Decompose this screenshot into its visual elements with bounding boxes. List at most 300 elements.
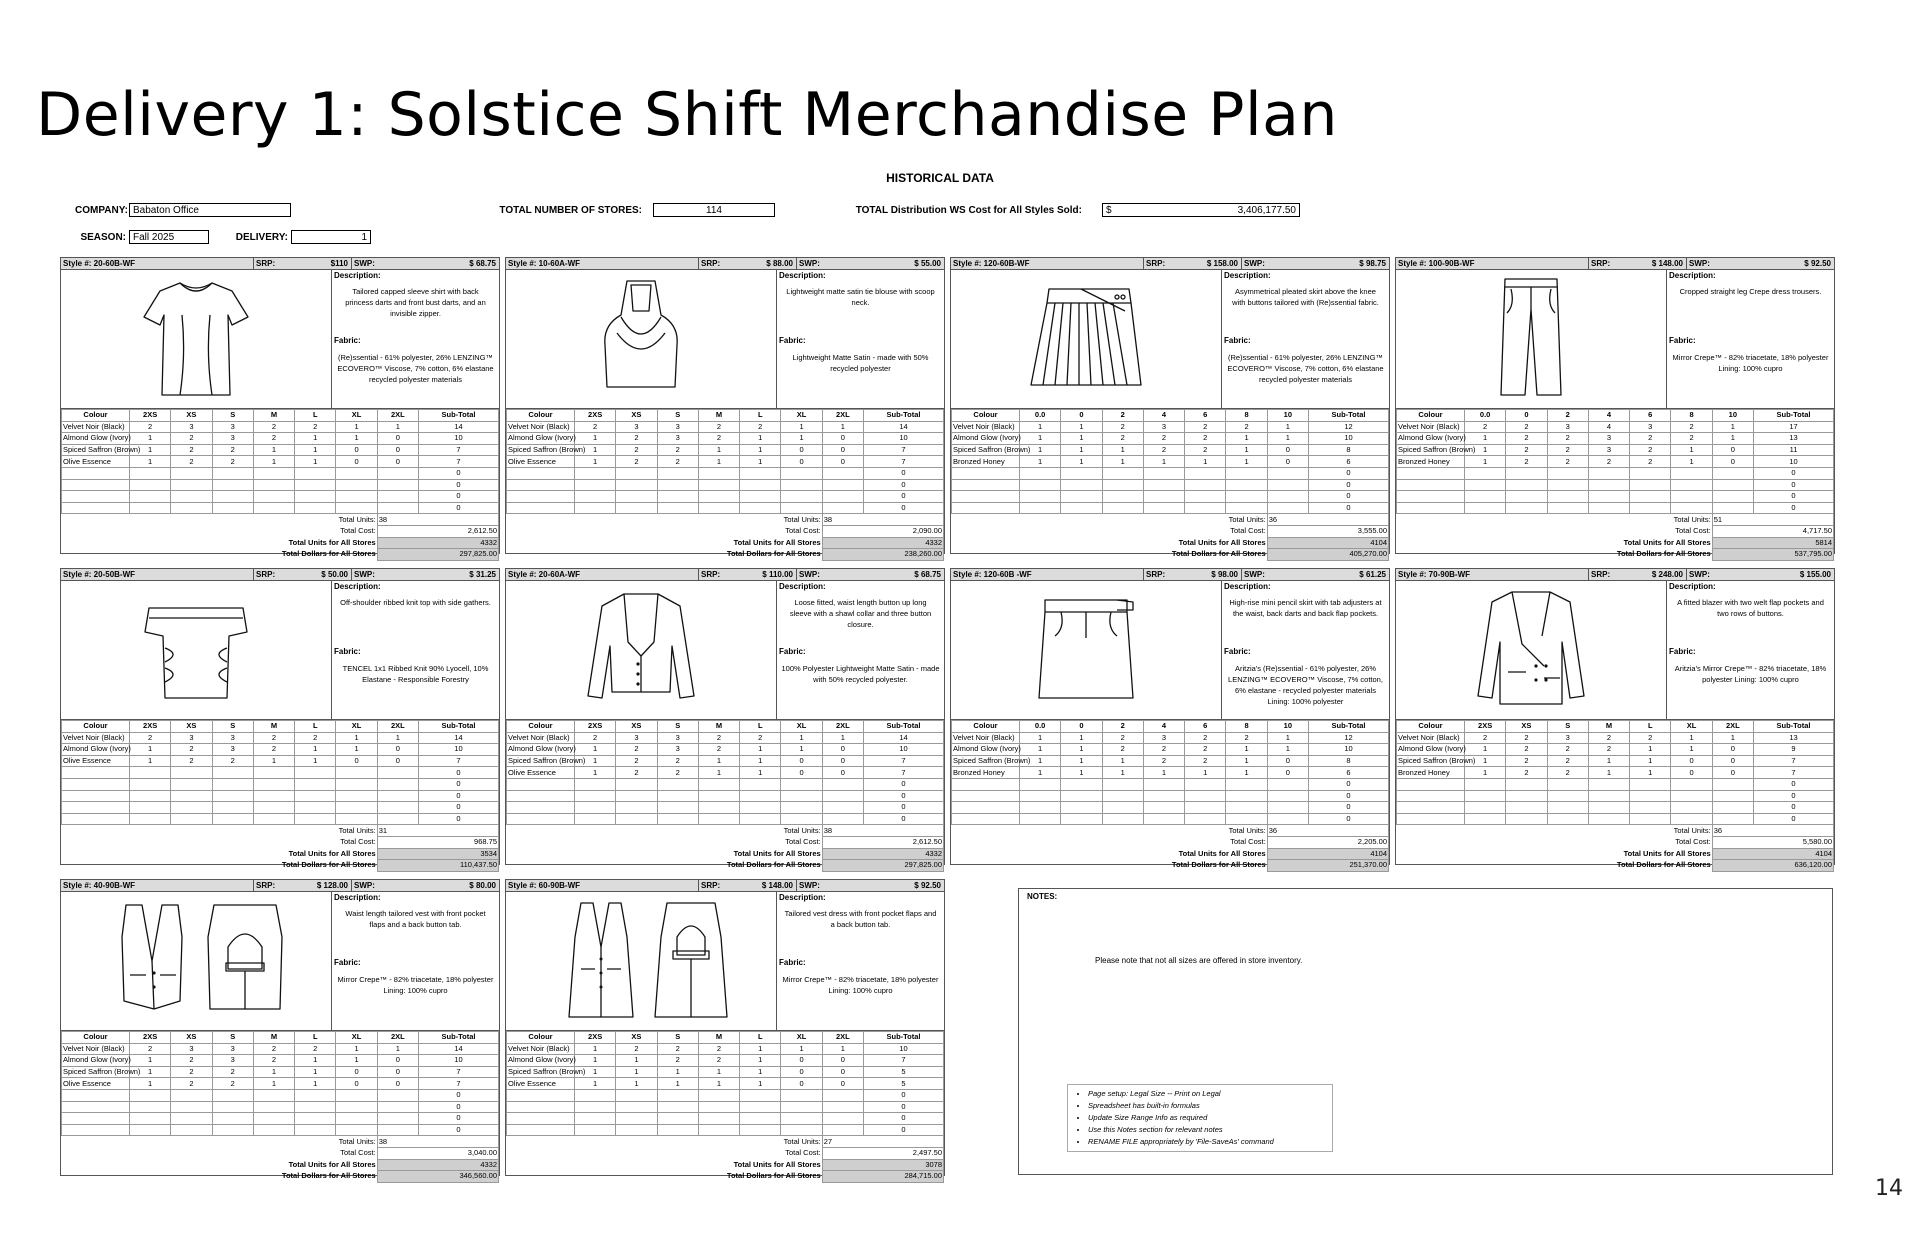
- qty-cell[interactable]: 3: [657, 744, 698, 756]
- qty-cell[interactable]: [295, 479, 336, 491]
- qty-cell[interactable]: [616, 1089, 657, 1101]
- qty-cell[interactable]: [616, 790, 657, 802]
- qty-cell[interactable]: [377, 467, 418, 479]
- qty-cell[interactable]: [336, 1113, 377, 1125]
- subtotal-cell[interactable]: 0: [419, 467, 499, 479]
- qty-cell[interactable]: [657, 467, 698, 479]
- qty-cell[interactable]: 1: [616, 1055, 657, 1067]
- colour-cell[interactable]: Velvet Noir (Black): [1397, 421, 1465, 433]
- qty-cell[interactable]: [1143, 778, 1184, 790]
- qty-cell[interactable]: 1: [1061, 732, 1102, 744]
- qty-cell[interactable]: [657, 502, 698, 514]
- qty-cell[interactable]: 2: [1671, 421, 1712, 433]
- qty-cell[interactable]: [1267, 491, 1308, 503]
- qty-cell[interactable]: [212, 467, 253, 479]
- qty-cell[interactable]: [295, 1101, 336, 1113]
- colour-cell[interactable]: [62, 479, 130, 491]
- qty-cell[interactable]: [1588, 802, 1629, 814]
- qty-cell[interactable]: 3: [171, 1043, 212, 1055]
- qty-cell[interactable]: [1020, 479, 1061, 491]
- qty-cell[interactable]: 3: [212, 421, 253, 433]
- qty-cell[interactable]: [295, 778, 336, 790]
- qty-cell[interactable]: [1630, 778, 1671, 790]
- qty-cell[interactable]: [1102, 790, 1143, 802]
- qty-cell[interactable]: 2: [740, 421, 781, 433]
- qty-cell[interactable]: 0: [377, 1066, 418, 1078]
- colour-cell[interactable]: Spiced Saffron (Brown): [953, 756, 1031, 766]
- qty-cell[interactable]: [212, 802, 253, 814]
- qty-cell[interactable]: 1: [253, 1078, 294, 1090]
- qty-cell[interactable]: 1: [822, 1043, 863, 1055]
- qty-cell[interactable]: [657, 1101, 698, 1113]
- qty-cell[interactable]: 1: [130, 433, 171, 445]
- qty-cell[interactable]: 0: [1267, 444, 1308, 456]
- qty-cell[interactable]: 1: [130, 755, 171, 767]
- qty-cell[interactable]: [1143, 479, 1184, 491]
- qty-cell[interactable]: [1547, 502, 1588, 514]
- swp-value[interactable]: $ 61.25: [1359, 570, 1386, 579]
- subtotal-cell[interactable]: 9: [1754, 744, 1834, 756]
- subtotal-cell[interactable]: 0: [1309, 467, 1389, 479]
- qty-cell[interactable]: [781, 502, 822, 514]
- qty-cell[interactable]: 2: [616, 755, 657, 767]
- qty-cell[interactable]: [781, 802, 822, 814]
- qty-cell[interactable]: 1: [740, 456, 781, 468]
- colour-cell[interactable]: Olive Essence: [62, 755, 130, 767]
- qty-cell[interactable]: 1: [1226, 744, 1267, 756]
- qty-cell[interactable]: [616, 778, 657, 790]
- qty-cell[interactable]: [657, 1124, 698, 1136]
- qty-cell[interactable]: 2: [616, 767, 657, 779]
- qty-cell[interactable]: [1671, 491, 1712, 503]
- qty-cell[interactable]: [171, 1101, 212, 1113]
- company-field[interactable]: Babaton Office: [129, 203, 291, 217]
- qty-cell[interactable]: [130, 778, 171, 790]
- qty-cell[interactable]: [781, 813, 822, 825]
- subtotal-cell[interactable]: 7: [864, 444, 944, 456]
- swp-value[interactable]: $ 92.50: [1804, 259, 1831, 268]
- qty-cell[interactable]: [130, 1124, 171, 1136]
- qty-cell[interactable]: [130, 502, 171, 514]
- qty-cell[interactable]: [130, 802, 171, 814]
- srp-value[interactable]: $ 158.00: [1188, 258, 1242, 269]
- subtotal-cell[interactable]: 0: [864, 790, 944, 802]
- subtotal-cell[interactable]: 7: [864, 1055, 944, 1067]
- qty-cell[interactable]: [822, 813, 863, 825]
- qty-cell[interactable]: [1143, 802, 1184, 814]
- qty-cell[interactable]: 2: [698, 732, 739, 744]
- colour-cell[interactable]: Almond Glow (Ivory): [508, 433, 576, 443]
- qty-cell[interactable]: [1102, 491, 1143, 503]
- qty-cell[interactable]: 1: [1185, 456, 1226, 468]
- qty-cell[interactable]: 0: [377, 456, 418, 468]
- qty-cell[interactable]: 1: [698, 1066, 739, 1078]
- qty-cell[interactable]: 1: [1143, 456, 1184, 468]
- qty-cell[interactable]: 4: [1588, 421, 1629, 433]
- qty-cell[interactable]: 0: [822, 755, 863, 767]
- delivery-field[interactable]: 1: [291, 230, 371, 244]
- qty-cell[interactable]: [377, 1101, 418, 1113]
- qty-cell[interactable]: 2: [171, 1055, 212, 1067]
- qty-cell[interactable]: [616, 491, 657, 503]
- colour-cell[interactable]: [952, 790, 1020, 802]
- qty-cell[interactable]: 2: [657, 1043, 698, 1055]
- qty-cell[interactable]: [1185, 491, 1226, 503]
- qty-cell[interactable]: [575, 1101, 616, 1113]
- qty-cell[interactable]: [698, 802, 739, 814]
- qty-cell[interactable]: 0: [781, 456, 822, 468]
- qty-cell[interactable]: [171, 767, 212, 779]
- qty-cell[interactable]: 3: [657, 732, 698, 744]
- qty-cell[interactable]: [171, 491, 212, 503]
- qty-cell[interactable]: 1: [253, 444, 294, 456]
- qty-cell[interactable]: [253, 1124, 294, 1136]
- qty-cell[interactable]: [130, 813, 171, 825]
- qty-cell[interactable]: [377, 491, 418, 503]
- qty-cell[interactable]: [171, 778, 212, 790]
- qty-cell[interactable]: [1671, 813, 1712, 825]
- qty-cell[interactable]: [1143, 813, 1184, 825]
- qty-cell[interactable]: [575, 813, 616, 825]
- subtotal-cell[interactable]: 0: [1309, 479, 1389, 491]
- qty-cell[interactable]: 0: [336, 444, 377, 456]
- qty-cell[interactable]: 0: [336, 1066, 377, 1078]
- qty-cell[interactable]: 0: [1712, 444, 1753, 456]
- qty-cell[interactable]: [822, 790, 863, 802]
- qty-cell[interactable]: 2: [1185, 444, 1226, 456]
- qty-cell[interactable]: [171, 790, 212, 802]
- qty-cell[interactable]: [1061, 790, 1102, 802]
- qty-cell[interactable]: 1: [616, 1078, 657, 1090]
- qty-cell[interactable]: [781, 1113, 822, 1125]
- subtotal-cell[interactable]: 10: [419, 1055, 499, 1067]
- qty-cell[interactable]: [171, 479, 212, 491]
- qty-cell[interactable]: 1: [698, 1078, 739, 1090]
- qty-cell[interactable]: [740, 778, 781, 790]
- qty-cell[interactable]: 0: [781, 755, 822, 767]
- colour-cell[interactable]: Almond Glow (Ivory): [63, 744, 131, 754]
- colour-cell[interactable]: [1397, 502, 1465, 514]
- qty-cell[interactable]: 2: [616, 1043, 657, 1055]
- colour-cell[interactable]: [507, 1124, 575, 1136]
- qty-cell[interactable]: [377, 767, 418, 779]
- qty-cell[interactable]: 2: [212, 1078, 253, 1090]
- qty-cell[interactable]: 1: [1671, 456, 1712, 468]
- qty-cell[interactable]: [1185, 790, 1226, 802]
- subtotal-cell[interactable]: 0: [419, 479, 499, 491]
- subtotal-cell[interactable]: 0: [419, 767, 499, 779]
- qty-cell[interactable]: 2: [1547, 767, 1588, 779]
- qty-cell[interactable]: [1547, 467, 1588, 479]
- colour-cell[interactable]: Almond Glow (Ivory): [508, 1055, 576, 1065]
- qty-cell[interactable]: 1: [377, 1043, 418, 1055]
- subtotal-cell[interactable]: 8: [1309, 755, 1389, 767]
- qty-cell[interactable]: [1547, 778, 1588, 790]
- qty-cell[interactable]: [1547, 491, 1588, 503]
- qty-cell[interactable]: 1: [295, 1055, 336, 1067]
- qty-cell[interactable]: [212, 491, 253, 503]
- qty-cell[interactable]: [336, 502, 377, 514]
- colour-cell[interactable]: [507, 502, 575, 514]
- qty-cell[interactable]: 2: [212, 456, 253, 468]
- qty-cell[interactable]: 0: [336, 1078, 377, 1090]
- qty-cell[interactable]: 2: [1143, 755, 1184, 767]
- qty-cell[interactable]: 1: [130, 744, 171, 756]
- qty-cell[interactable]: [575, 802, 616, 814]
- qty-cell[interactable]: 0: [781, 767, 822, 779]
- qty-cell[interactable]: 2: [295, 421, 336, 433]
- qty-cell[interactable]: 2: [657, 456, 698, 468]
- colour-cell[interactable]: [62, 767, 130, 779]
- subtotal-cell[interactable]: 0: [864, 1101, 944, 1113]
- swp-value[interactable]: $ 31.25: [469, 570, 496, 579]
- qty-cell[interactable]: 3: [212, 1055, 253, 1067]
- subtotal-cell[interactable]: 0: [1754, 467, 1834, 479]
- qty-cell[interactable]: [822, 802, 863, 814]
- qty-cell[interactable]: 1: [295, 1078, 336, 1090]
- qty-cell[interactable]: 1: [1465, 744, 1506, 756]
- qty-cell[interactable]: 0: [336, 456, 377, 468]
- qty-cell[interactable]: 0: [822, 1055, 863, 1067]
- qty-cell[interactable]: [822, 502, 863, 514]
- qty-cell[interactable]: 1: [740, 755, 781, 767]
- srp-value[interactable]: $ 98.00: [1188, 569, 1242, 580]
- qty-cell[interactable]: [822, 1089, 863, 1101]
- qty-cell[interactable]: 1: [740, 767, 781, 779]
- qty-cell[interactable]: [698, 813, 739, 825]
- qty-cell[interactable]: [1061, 491, 1102, 503]
- qty-cell[interactable]: 0: [781, 444, 822, 456]
- qty-cell[interactable]: [1588, 813, 1629, 825]
- colour-cell[interactable]: Velvet Noir (Black): [507, 732, 575, 744]
- swp-value[interactable]: $ 55.00: [914, 259, 941, 268]
- subtotal-cell[interactable]: 7: [864, 767, 944, 779]
- qty-cell[interactable]: [616, 479, 657, 491]
- qty-cell[interactable]: [698, 1089, 739, 1101]
- qty-cell[interactable]: 1: [130, 444, 171, 456]
- colour-cell[interactable]: [62, 813, 130, 825]
- colour-cell[interactable]: Spiced Saffron (Brown): [508, 756, 586, 766]
- qty-cell[interactable]: [657, 1113, 698, 1125]
- qty-cell[interactable]: 0: [781, 1066, 822, 1078]
- qty-cell[interactable]: [1185, 502, 1226, 514]
- qty-cell[interactable]: 1: [740, 1078, 781, 1090]
- qty-cell[interactable]: [130, 479, 171, 491]
- qty-cell[interactable]: 1: [295, 744, 336, 756]
- colour-cell[interactable]: [507, 467, 575, 479]
- qty-cell[interactable]: 1: [295, 755, 336, 767]
- qty-cell[interactable]: [1267, 502, 1308, 514]
- qty-cell[interactable]: [1020, 467, 1061, 479]
- qty-cell[interactable]: [616, 1113, 657, 1125]
- qty-cell[interactable]: [1712, 802, 1753, 814]
- qty-cell[interactable]: 3: [1630, 421, 1671, 433]
- subtotal-cell[interactable]: 0: [1309, 778, 1389, 790]
- qty-cell[interactable]: [1143, 467, 1184, 479]
- qty-cell[interactable]: 0: [781, 1078, 822, 1090]
- colour-cell[interactable]: [62, 1101, 130, 1113]
- colour-cell[interactable]: Almond Glow (Ivory): [1398, 744, 1466, 754]
- qty-cell[interactable]: [698, 491, 739, 503]
- subtotal-cell[interactable]: 0: [864, 502, 944, 514]
- qty-cell[interactable]: [130, 790, 171, 802]
- qty-cell[interactable]: 2: [1102, 744, 1143, 756]
- qty-cell[interactable]: [1547, 813, 1588, 825]
- qty-cell[interactable]: 1: [1061, 444, 1102, 456]
- qty-cell[interactable]: 1: [336, 1055, 377, 1067]
- qty-cell[interactable]: [575, 479, 616, 491]
- subtotal-cell[interactable]: 0: [419, 1101, 499, 1113]
- colour-cell[interactable]: [507, 1101, 575, 1113]
- colour-cell[interactable]: Spiced Saffron (Brown): [1398, 756, 1476, 766]
- qty-cell[interactable]: [1506, 790, 1547, 802]
- colour-cell[interactable]: [1397, 778, 1465, 790]
- colour-cell[interactable]: [952, 778, 1020, 790]
- subtotal-cell[interactable]: 13: [1754, 433, 1834, 445]
- qty-cell[interactable]: 2: [575, 421, 616, 433]
- colour-cell[interactable]: [952, 813, 1020, 825]
- qty-cell[interactable]: [1061, 479, 1102, 491]
- subtotal-cell[interactable]: 17: [1754, 421, 1834, 433]
- srp-value[interactable]: $ 88.00: [743, 258, 797, 269]
- qty-cell[interactable]: [1712, 813, 1753, 825]
- colour-cell[interactable]: Almond Glow (Ivory): [953, 744, 1021, 754]
- qty-cell[interactable]: [657, 813, 698, 825]
- subtotal-cell[interactable]: 0: [1754, 790, 1834, 802]
- qty-cell[interactable]: 1: [1226, 767, 1267, 779]
- colour-cell[interactable]: Olive Essence: [507, 456, 575, 468]
- qty-cell[interactable]: [295, 813, 336, 825]
- qty-cell[interactable]: 1: [1020, 767, 1061, 779]
- qty-cell[interactable]: [740, 1113, 781, 1125]
- qty-cell[interactable]: [1102, 802, 1143, 814]
- qty-cell[interactable]: 2: [1671, 433, 1712, 445]
- colour-cell[interactable]: Velvet Noir (Black): [62, 1043, 130, 1055]
- qty-cell[interactable]: [1465, 479, 1506, 491]
- qty-cell[interactable]: [212, 790, 253, 802]
- qty-cell[interactable]: [1465, 502, 1506, 514]
- qty-cell[interactable]: [1020, 502, 1061, 514]
- qty-cell[interactable]: [171, 1089, 212, 1101]
- season-field[interactable]: Fall 2025: [129, 230, 209, 244]
- colour-cell[interactable]: Velvet Noir (Black): [952, 421, 1020, 433]
- qty-cell[interactable]: 2: [740, 732, 781, 744]
- qty-cell[interactable]: [130, 1113, 171, 1125]
- qty-cell[interactable]: [781, 778, 822, 790]
- qty-cell[interactable]: [740, 467, 781, 479]
- qty-cell[interactable]: 1: [1630, 744, 1671, 756]
- qty-cell[interactable]: [253, 502, 294, 514]
- qty-cell[interactable]: 2: [657, 755, 698, 767]
- qty-cell[interactable]: [657, 790, 698, 802]
- qty-cell[interactable]: [1102, 502, 1143, 514]
- qty-cell[interactable]: [1020, 813, 1061, 825]
- qty-cell[interactable]: 1: [1061, 744, 1102, 756]
- qty-cell[interactable]: 2: [130, 732, 171, 744]
- qty-cell[interactable]: 0: [1712, 456, 1753, 468]
- qty-cell[interactable]: 2: [1588, 456, 1629, 468]
- qty-cell[interactable]: 1: [1465, 444, 1506, 456]
- subtotal-cell[interactable]: 0: [1754, 778, 1834, 790]
- colour-cell[interactable]: Spiced Saffron (Brown): [508, 1067, 586, 1077]
- qty-cell[interactable]: 2: [130, 1043, 171, 1055]
- colour-cell[interactable]: [952, 479, 1020, 491]
- qty-cell[interactable]: 2: [1506, 744, 1547, 756]
- subtotal-cell[interactable]: 0: [419, 502, 499, 514]
- subtotal-cell[interactable]: 0: [1309, 813, 1389, 825]
- colour-cell[interactable]: Velvet Noir (Black): [507, 421, 575, 433]
- qty-cell[interactable]: [130, 767, 171, 779]
- qty-cell[interactable]: [575, 1113, 616, 1125]
- qty-cell[interactable]: 3: [1547, 421, 1588, 433]
- qty-cell[interactable]: [698, 790, 739, 802]
- qty-cell[interactable]: 2: [295, 1043, 336, 1055]
- qty-cell[interactable]: [1143, 491, 1184, 503]
- qty-cell[interactable]: [253, 1113, 294, 1125]
- subtotal-cell[interactable]: 10: [1754, 456, 1834, 468]
- qty-cell[interactable]: [1630, 491, 1671, 503]
- colour-cell[interactable]: [507, 1089, 575, 1101]
- colour-cell[interactable]: [62, 502, 130, 514]
- qty-cell[interactable]: 0: [1671, 755, 1712, 767]
- colour-cell[interactable]: [1397, 479, 1465, 491]
- qty-cell[interactable]: [1630, 813, 1671, 825]
- qty-cell[interactable]: 2: [171, 444, 212, 456]
- qty-cell[interactable]: 1: [336, 433, 377, 445]
- subtotal-cell[interactable]: 7: [419, 444, 499, 456]
- qty-cell[interactable]: [130, 491, 171, 503]
- qty-cell[interactable]: [295, 1124, 336, 1136]
- qty-cell[interactable]: 0: [1267, 767, 1308, 779]
- qty-cell[interactable]: 2: [253, 732, 294, 744]
- qty-cell[interactable]: [822, 778, 863, 790]
- qty-cell[interactable]: [1712, 479, 1753, 491]
- qty-cell[interactable]: 1: [336, 1043, 377, 1055]
- qty-cell[interactable]: [1712, 467, 1753, 479]
- qty-cell[interactable]: [740, 813, 781, 825]
- subtotal-cell[interactable]: 6: [1309, 767, 1389, 779]
- qty-cell[interactable]: 3: [657, 421, 698, 433]
- qty-cell[interactable]: 2: [253, 1055, 294, 1067]
- qty-cell[interactable]: 1: [1671, 732, 1712, 744]
- qty-cell[interactable]: 2: [698, 744, 739, 756]
- qty-cell[interactable]: 0: [377, 744, 418, 756]
- subtotal-cell[interactable]: 10: [1309, 744, 1389, 756]
- subtotal-cell[interactable]: 0: [1754, 813, 1834, 825]
- qty-cell[interactable]: 2: [212, 444, 253, 456]
- qty-cell[interactable]: [1102, 479, 1143, 491]
- qty-cell[interactable]: 1: [822, 732, 863, 744]
- qty-cell[interactable]: 2: [171, 433, 212, 445]
- qty-cell[interactable]: [1020, 778, 1061, 790]
- qty-cell[interactable]: 1: [1102, 767, 1143, 779]
- qty-cell[interactable]: [1061, 502, 1102, 514]
- qty-cell[interactable]: 1: [1465, 456, 1506, 468]
- qty-cell[interactable]: [212, 1113, 253, 1125]
- qty-cell[interactable]: [253, 491, 294, 503]
- subtotal-cell[interactable]: 11: [1754, 444, 1834, 456]
- qty-cell[interactable]: [740, 1124, 781, 1136]
- qty-cell[interactable]: [822, 479, 863, 491]
- colour-cell[interactable]: Spiced Saffron (Brown): [1398, 445, 1476, 455]
- qty-cell[interactable]: 2: [253, 433, 294, 445]
- qty-cell[interactable]: [781, 491, 822, 503]
- qty-cell[interactable]: [212, 778, 253, 790]
- qty-cell[interactable]: 2: [1506, 755, 1547, 767]
- qty-cell[interactable]: 2: [575, 732, 616, 744]
- qty-cell[interactable]: 1: [1061, 767, 1102, 779]
- qty-cell[interactable]: 2: [698, 1043, 739, 1055]
